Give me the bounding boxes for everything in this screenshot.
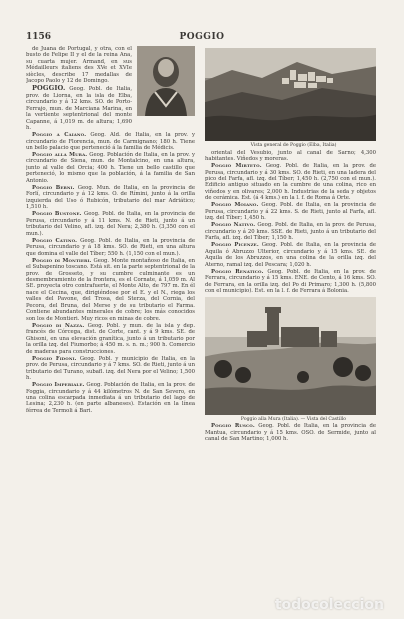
entry-paragraph (205, 150, 376, 163)
entry-text: Geog. Población de Italia, en la prov. de Foggia, circundario y á 44 kilómetros N. de San Severo, en una colina escarpada inmediata á un tributario del lago de Lesina; 2,230 h. (en parte albaneses). Estación en la línea férrea de Termoli á Bari. (26, 382, 195, 414)
entry-paragraph (26, 323, 195, 355)
entry-text: oriental del Vesubio, junto al canal de Sarno; 4,300 habitantes. Viñedos y moreras. (205, 149, 376, 163)
medal-portrait-image (137, 46, 195, 116)
entry-headword: Poggio Nativo. (211, 222, 256, 229)
left-column (26, 46, 195, 593)
entry-paragraph (205, 242, 376, 268)
entry-paragraph (205, 423, 376, 442)
right-column (205, 46, 376, 593)
entry-headword: Poggio Imperiale. (32, 382, 85, 389)
entry-text: Geog. Pobl. de Italia, en la prov. de Ferrara, circundario y á 15 kms. ENE. de Cento, á 16 kms. SO. de Ferrara, en la orilla izq. del Po di Primaro; 1,300 h. (5,800 con el municipio). Est. en la l. f. de Ferrara á Bolonia. (205, 268, 376, 295)
entry-paragraph (26, 211, 195, 237)
entry-paragraph (26, 152, 195, 184)
entry-paragraph (26, 132, 195, 151)
entry-text: de Juana de Portugal, y otra, con el busto de Felipe II y el de la reina Ana, su cuarta mujer. Armand, en sus Médailleurs italiens des XVe et XVIe siècles, describe 17 medallas de Jacopo Paolo y 12 de Domingo. (26, 46, 132, 85)
entry-headword: Poggio Bustone. (32, 211, 82, 218)
entry-text: Geog. Población de Italia, en la prov. y circundario de Siena, mun. de Montalcino, en una altura, junto al valle del Orcia; 400 h. Tiene un bello castillo que perteneció, lo mismo que la población, á la familia de San Antonio. (26, 152, 195, 184)
entry-paragraph (205, 163, 376, 202)
entry-paragraph (205, 269, 376, 295)
entry-paragraph (26, 258, 195, 323)
entry-text: Geog. Pobl. y mun. de la isla y dep. francés de Córcega, dist. de Corte, cant. y á 9 kms. SE. de Ghisoni, en una elevación granítica, junto á un tributario por la orilla izq. del Fiumorbo; á 450 m. s. n. m.; 900 h. Comercio de maderas para construcciones. (26, 322, 195, 355)
entry-headword: Poggio Picenze. (211, 242, 259, 249)
figure-caption: Vista general de Poggio (Elba, Italia) (250, 143, 337, 148)
entry-paragraph (26, 185, 195, 211)
entry-headword: Poggio Fidoni. (32, 355, 77, 362)
entry-text: Geog. Pobl. de Italia, prov. de Liorna, en la isla de Elba, circundario y á 12 kms. SO. de Porto-Ferrajo, mun. de Marciana Marina, en la vertiente septentrional del monte Capanne, á 1,019 m. de altura; 1,690 h. (26, 86, 133, 132)
entry-text: Geog. Mun. de Italia, en la provincia de Forlí, circundario y á 12 kms. O. de Rímini, junto á la orilla izquierda del Uso ó Rubicón, tributario del mar Adriático; 1,510 h. (26, 184, 195, 211)
entry-text: Geog. Pobl. de Italia, en la provincia de Perusa, circundario y á 11 kms. N. de Rieti, junto á un tributario del Velino, afl. izq. del Nera; 2,380 h. (3,350 con el mun.). (26, 211, 195, 237)
entry-text: Geog. Pobl. de Italia, en la prov. de Perusa, circundario y á 30 kms. SO. de Rieti, en una ladera del pico del Farfa, afl. izq. del Tíber; 1,450 h. (2,750 con el mun.). Edificio antiguo situado en la cumbre de una colina, rico en viñedos y en olivares; 2,000 h. Industrias de la seda y objetos de cerámica. Est. (á 4 kms.) en la l. f. de Roma á Orte. (205, 163, 376, 202)
entry-headword: Poggio Moiano. (211, 202, 259, 209)
entry-text: Geog. Monte montañoso de Italia, en el Subapenino toscano. Está sit. en la parte septentrional de la prov. de Grosseto, y su cumbre culminante es un desmembramiento de la frontera, es el Cornate, á 1,059 m. Al SE. proyecta otro contrafuerte, el Monte Alto, de 797 m. En él nace el Cecina, que, dirigiéndose por el E. y el N., riega los valles del Pavone, del Trosa, del Sterza, del Cornia, del Pecora, del Bruna, del Merse y de su tributario el Farma. Contiene abundantes minerales de cobre; los más conocidos son los de Montieri. Muy ricos en minas de cobre. (26, 257, 195, 322)
entry-paragraph (26, 382, 195, 414)
entry-paragraph (26, 238, 195, 257)
entry-headword: Poggio Rusco. (211, 423, 255, 430)
entry-headword: Poggio alla Mura. (32, 152, 88, 159)
entry-headword: Poggio Berni. (32, 184, 75, 191)
entry-paragraph (205, 222, 376, 241)
poggio-alla-mura-castle-photo (205, 297, 376, 415)
entry-text: Geog. Pobl. de Italia, en la provincia de Mantua, circundario y á 15 kms. OSO. de Sermide, junto al canal de San Martino; 1,000 h. (205, 423, 376, 443)
entry-text: Geog. Ald. de Italia, en la prov. y circundario de Florencia, mun. de Carmignano; 180 h. Tiene un bello palacio que perteneció á la familia de Médicis. (26, 132, 195, 151)
page-number: 1156 (26, 32, 52, 42)
entry-headword: Poggio Mirteto. (211, 163, 262, 170)
entry-paragraph (26, 356, 195, 382)
entry-paragraph (205, 202, 376, 221)
poggio-elba-photo (205, 48, 376, 141)
figure-caption: Poggio alla Mura (Italia). — Vista del Castillo (240, 416, 347, 422)
entry-headword: Poggio Catino. (32, 237, 78, 244)
entry-headword: POGGIO. (32, 84, 66, 93)
entry-headword: Poggio di Montieri. (32, 257, 92, 264)
entry-headword: Poggio Renatico. (211, 268, 264, 275)
entry-headword: Poggio a Caiano. (32, 132, 87, 139)
entry-headword: Poggio di Nazza. (32, 322, 85, 329)
entry-text: Geog. Pobl. de Italia, en la provincia de Perusa, circundario y á 22 kms. S. de Rieti, junto al Farfa, afl. izq. del Tíber; 1,450 h. (205, 202, 376, 222)
entry-text: Geog. Pobl. de Italia, en la provincia de Aquila ó Abruzzo Ulterior, circundario y á 15 kms. SE. de Aquila de los Abruzzos, en una colina de la orilla izq. del Aterno, ramal izq. del Pescara; 1,020 h. (205, 242, 376, 268)
page-header (26, 32, 378, 44)
running-head: POGGIO (179, 32, 225, 42)
entry-text: Geog. Pobl. y municipio de Italia, en la prov. de Perusa, circundario y á 7 kms. SO. de Rieti, junto á un tributario del Turano, subafl. izq. del Nera por el Velino; 1,500 h. (26, 355, 195, 381)
entry-text: Geog. Pobl. de Italia, en la provincia de Perusa, circundario y á 18 kms. SO. de Rieti, en una altura que domina el valle del Tíber; 550 h. (1,150 con el mun.). (26, 237, 195, 257)
entry-text: Geog. Pobl. de Italia, en la prov. de Perusa, circundario y á 20 kms. SSE. de Rieti, junto á un tributario del Farfa, afl. izq. del Tíber; 1,150 h. (205, 222, 376, 242)
watermark: todocoleccion (274, 597, 384, 613)
